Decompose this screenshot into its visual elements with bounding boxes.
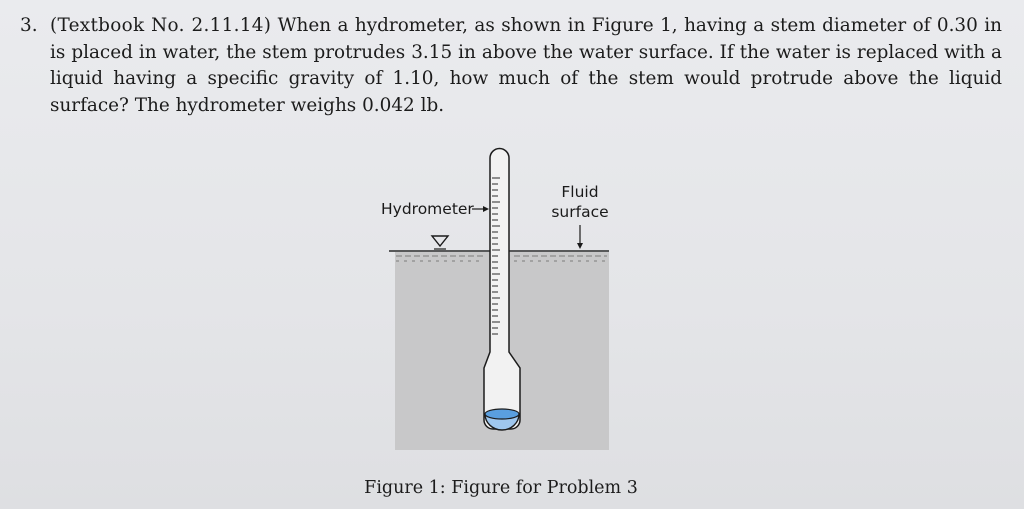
fluid-label-line2: surface: [551, 203, 609, 221]
fluid-label-line1: Fluid: [561, 183, 599, 201]
hydrometer-label: Hydrometer: [381, 200, 474, 218]
figure-caption: Figure 1: Figure for Problem 3: [364, 478, 638, 498]
fluid-surface-arrow: [577, 225, 583, 249]
water-level-symbol: [432, 236, 448, 249]
problem-number: 3.: [20, 15, 38, 36]
hydrometer-arrow: [472, 206, 489, 212]
problem-text: When a hydrometer, as shown in Figure 1, having a stem diameter of 0.30 in is placed in water, the stem protrudes 3.15 in above the water surface. If the water is replaced with a liquid having a specific gravity of 1.10, how much of the stem would protrude above the liquid surface? The hydrometer weighs 0.042 lb.: [50, 15, 1002, 116]
problem-source: (Textbook No. 2.11.14): [50, 15, 272, 36]
